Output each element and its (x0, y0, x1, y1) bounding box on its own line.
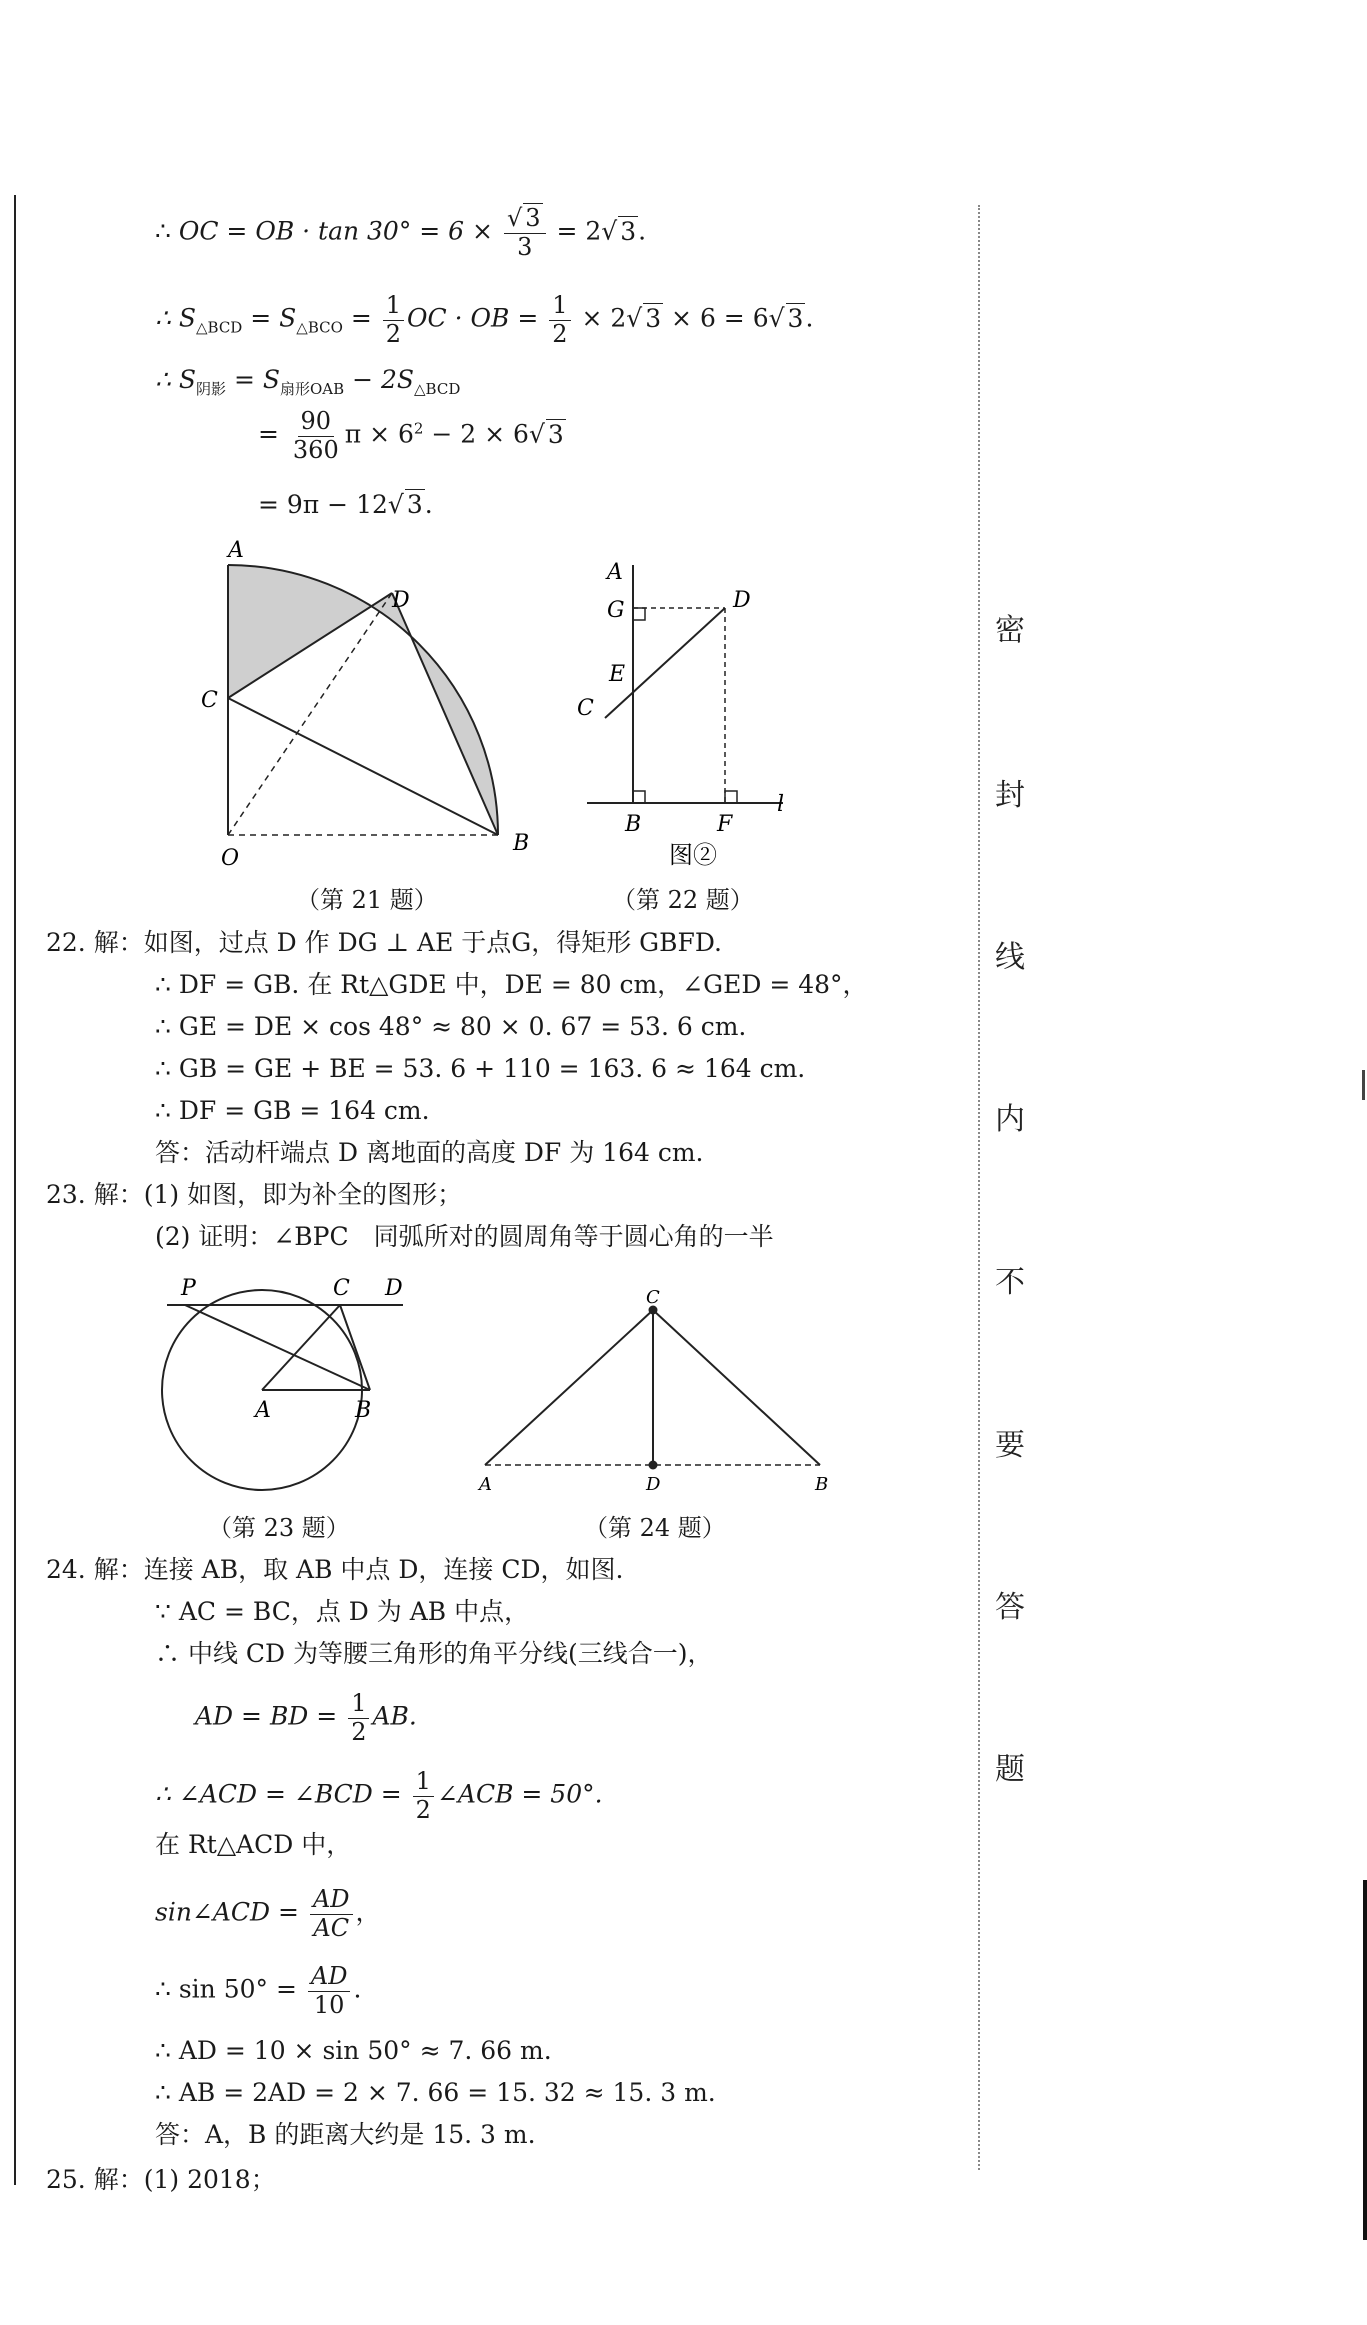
q21-step2: = $\frac{90}{360}$ $\pi \times 6^2 - 2 \times 6√$ 3 (258, 407, 564, 464)
label-c: C (333, 1276, 350, 1301)
caption-23: （第 23 题） (208, 1514, 350, 1542)
label-d: D (646, 1474, 661, 1495)
segment-bc (653, 1310, 820, 1465)
label-a: A (255, 1398, 271, 1423)
label-d: D (385, 1276, 403, 1301)
shaded-region (228, 565, 498, 835)
seal-char: 题 (995, 1752, 1025, 1787)
q24-line: sin∠ACD = $\frac{AD}{AC}$ ， (155, 1885, 381, 1942)
label-d: D (392, 588, 410, 613)
scan-edge-shadow (1363, 1880, 1367, 2240)
q22-line: ∴ DF = GB. 在 Rt△GDE 中，DE = 80 cm，∠GED = 48°， (155, 970, 868, 999)
segment-ac (262, 1305, 340, 1390)
fraction: $\frac{90}{360}$ (292, 407, 339, 464)
seal-char: 线 (995, 940, 1025, 975)
label-b: B (625, 812, 642, 837)
fraction: $\frac{√ 3}{3}$ (504, 205, 546, 261)
figure-22 (565, 555, 805, 875)
label-c: C (577, 696, 594, 721)
label-b: B (513, 831, 530, 856)
label-o: O (221, 846, 240, 871)
label-g: G (607, 598, 625, 623)
segment-db (392, 593, 498, 835)
seal-char: 密 (995, 613, 1025, 648)
q24-line: ∵ AC = BC，点 D 为 AB 中点， (155, 1597, 530, 1626)
fraction: $\frac{AD}{10}$ (308, 1963, 351, 2019)
q24-line: 在 Rt△ACD 中， (155, 1830, 352, 1859)
fraction: $\frac{1}{2}$ (383, 292, 404, 348)
right-angle-f (725, 791, 737, 803)
label-a: A (607, 560, 623, 585)
q24-line: ∴ 中线 CD 为等腰三角形的角平分线(三线合一)， (155, 1639, 713, 1668)
figure-21 (195, 535, 555, 875)
label-e: E (609, 662, 626, 687)
q24-line: AD = BD = $\frac{1}{2}$ AB. (195, 1689, 417, 1746)
q24-line: 24. 解：连接 AB，取 AB 中点 D，连接 CD，如图. (46, 1555, 624, 1584)
seal-char: 要 (995, 1428, 1025, 1463)
fraction: $\frac{1}{2}$ (413, 1768, 434, 1824)
fraction: $\frac{1}{2}$ (348, 1690, 369, 1746)
figure-label: 图② (669, 841, 717, 869)
label-d: D (733, 588, 751, 613)
label-a: A (228, 538, 244, 563)
q21-oc-line: ∴ OC = OB · tan 30° = 6 × $\frac{√ 3}{3}$ = 2√ 3. (155, 204, 647, 261)
q23-line: 23. 解：(1) 如图，即为补全的图形； (46, 1180, 463, 1209)
seal-char: 答 (995, 1590, 1025, 1625)
q22-line: ∴ GB = GE + BE = 53. 6 + 110 = 163. 6 ≈ 164 cm. (155, 1054, 806, 1083)
label-f: F (717, 812, 733, 837)
q23-line: (2) 证明：∠BPC 同弧所对的圆周角等于圆心角的一半 (155, 1222, 774, 1251)
q24-line: ∴ AB = 2AD = 2 × 7. 66 = 15. 32 ≈ 15. 3 m. (155, 2078, 716, 2107)
label-b: B (815, 1474, 829, 1495)
right-angle-g (633, 608, 645, 620)
q24-line: ∴ ∠ACD = ∠BCD = $\frac{1}{2}$ ∠ACB = 50°. (155, 1767, 603, 1824)
q22-line: 22. 解：如图，过点 D 作 DG ⊥ AE 于点G，得矩形 GBFD. (46, 928, 722, 957)
fraction: $\frac{1}{2}$ (549, 292, 570, 348)
caption-21: （第 21 题） (296, 886, 438, 914)
q24-line: ∴ AD = 10 × sin 50° ≈ 7. 66 m. (155, 2036, 552, 2065)
scan-edge-mark (1362, 1070, 1365, 1100)
label-l: l (777, 792, 785, 817)
figure-24 (465, 1290, 865, 1505)
caption-24: （第 24 题） (584, 1514, 726, 1542)
segment-pb (185, 1305, 370, 1390)
label-p: P (181, 1276, 196, 1301)
right-angle-b (633, 791, 645, 803)
label-c: C (646, 1290, 660, 1308)
q21-area-line: ∴ $S_{\triangle BCD} = S_{\triangle BCO}$ = $\frac{1}{2}$ OC · OB = $\frac{1}{2}$ × 2√ 3 × 6 = 6√ 3. (155, 291, 814, 348)
caption-22: （第 22 题） (612, 886, 754, 914)
point-d (649, 1461, 658, 1470)
q21-shade-line: ∴ $S_{阴影} = S_{扇形OAB} - 2S_{\triangle BCD}$ (155, 365, 461, 398)
q22-answer: 答：活动杆端点 D 离地面的高度 DF 为 164 cm. (155, 1138, 704, 1167)
label-c: C (201, 688, 218, 713)
fraction: $\frac{AD}{AC}$ (310, 1886, 353, 1942)
seal-char: 不 (995, 1265, 1025, 1300)
q21-step3: = 9π − 12√ 3. (258, 490, 433, 519)
seal-char: 封 (995, 778, 1025, 813)
seal-char: 内 (995, 1102, 1025, 1137)
left-margin-rule (14, 195, 16, 2185)
q24-answer: 答：A，B 的距离大约是 15. 3 m. (155, 2120, 536, 2149)
q22-line: ∴ GE = DE × cos 48° ≈ 80 × 0. 67 = 53. 6 cm. (155, 1012, 747, 1041)
q22-line: ∴ DF = GB = 164 cm. (155, 1096, 430, 1125)
figure-23 (145, 1265, 415, 1525)
seal-dashed-line (978, 205, 980, 2170)
segment-ac (485, 1310, 653, 1465)
label-a: A (479, 1474, 492, 1495)
label-b: B (355, 1398, 372, 1423)
q24-line: ∴ sin 50° = $\frac{AD}{10}$ . (155, 1962, 362, 2019)
q25-line: 25. 解：(1) 2018； (46, 2165, 276, 2194)
